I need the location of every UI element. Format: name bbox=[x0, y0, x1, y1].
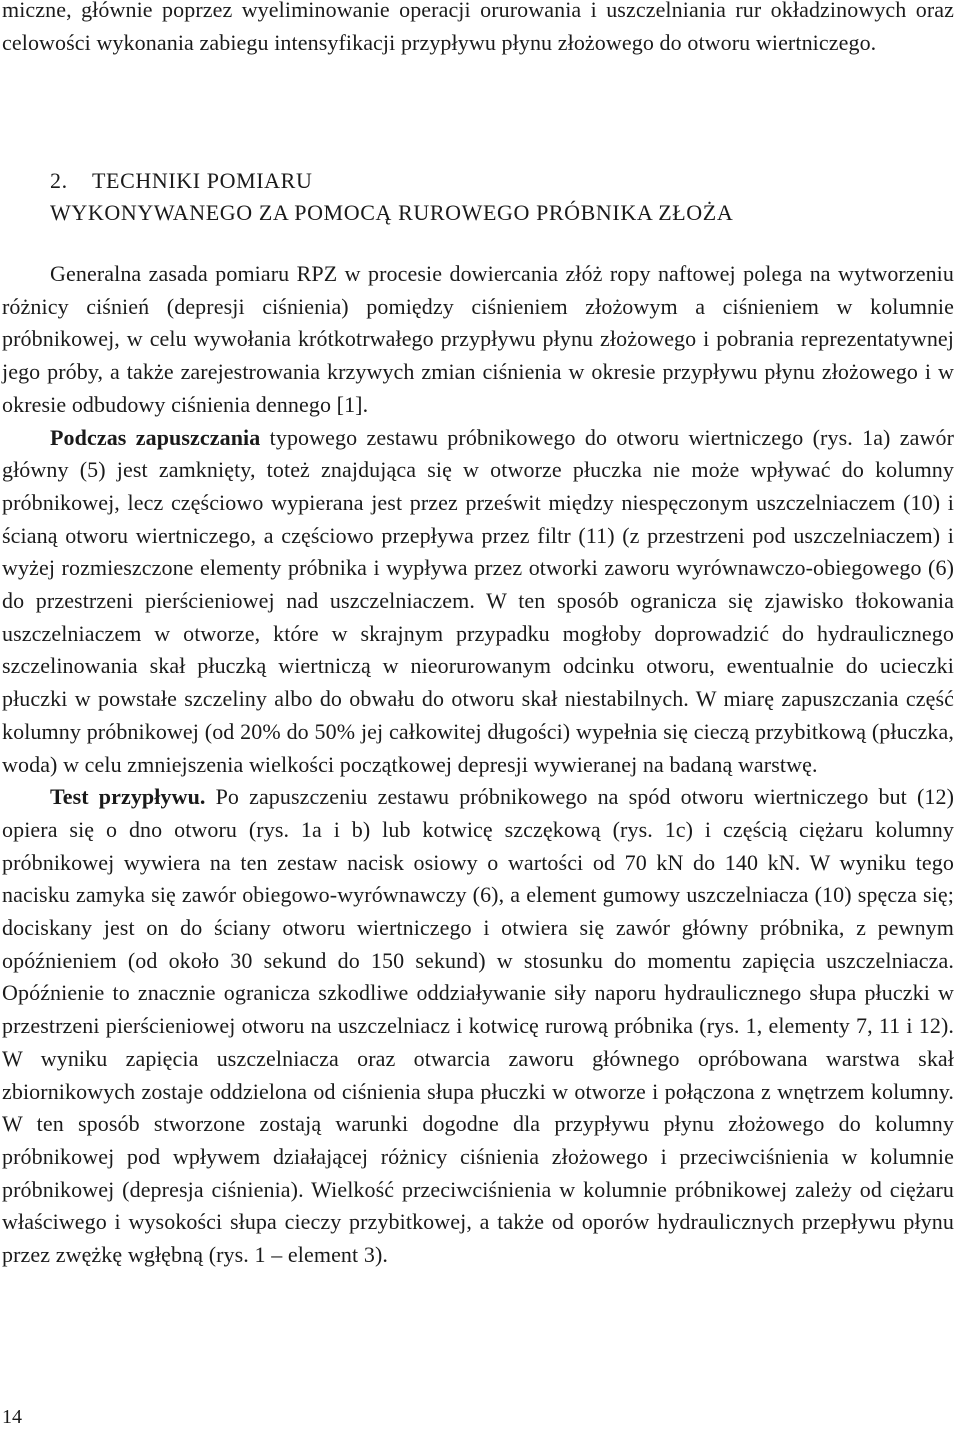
paragraph-flow-test-text: Po zapuszczeniu zestawu próbnikowego na spód otworu wiertniczego but (12) opiera się o dno otworu (rys. 1a i b) lub kotwicę szczękową (rys. 1c) i częścią ciężaru kolumny próbnikowej wywiera na ten zestaw nacisk osiowy o wartości od 70 kN do 140 kN. W wyniku tego nacisku zamyka się zawór obiegowo-wyrównawczy (6), a element gumowy uszczelniacza (10) spęcza się; dociskany jest on do ściany otworu wiertniczego i otwiera się zawór główny próbnika, z pewnym opóźnieniem (od około 30 sekund do 150 sekund) w stosunku do momentu zapięcia uszczelniacza. Opóźnienie to znacznie ogranicza szkodliwe oddziaływanie siły naporu hydraulicznego słupa płuczki w przestrzeni pierścieniowej otworu na uszczelniacz i kotwicę rurową próbnika (rys. 1, elementy 7, 11 i 12). W wyniku zapięcia uszczelniacza oraz otwarcia zaworu głównego opróbowana warstwa skał zbiornikowych zostaje oddzielona od ciśnienia słupa płuczki w otworze i połączona z wnętrzem kolumny. W ten sposób stworzone zostają warunki dogodne dla przypływu płynu złożowego do kolumny próbnikowej pod wpływem działającej różnicy ciśnienia złożowego i przeciwciśnienia w kolumnie próbnikowej (depresja ciśnienia). Wielkość przeciwciśnienia w kolumnie próbnikowej zależy od ciężaru właściwego i wysokości słupa cieczy przybitkowej, a także od oporów hydraulicznych przepływu płynu przez zwężkę wgłębną (rys. 1 – element 3). bbox=[2, 784, 955, 1268]
intro-paragraph bbox=[2, 0, 954, 59]
paragraph-principle: Generalna zasada pomiaru RPZ w procesie dowiercania złóż ropy naftowej polega na wytworzeniu różnicy ciśnień (depresji ciśnienia) pomiędzy ciśnieniem złożowym a ciśnieniem w kolumnie próbnikowej, w celu wywołania krótkotrwałego przypływu płynu złożowego i pobrania reprezentatywnej jego próby, a także zarejestrowania krzywych zmian ciśnienia w okresie przypływu płynu złożowego i w okresie odbudowy ciśnienia dennego [1]. bbox=[2, 261, 954, 417]
section-title-line1: TECHNIKI POMIARU bbox=[92, 168, 313, 193]
page-number: 14 bbox=[2, 1406, 22, 1428]
section-body bbox=[2, 258, 954, 1272]
paragraph-running-in-lead: Podczas zapuszczania bbox=[50, 424, 261, 450]
section-heading bbox=[50, 165, 733, 229]
paragraph-running-in bbox=[2, 422, 954, 782]
paragraph-flow-test bbox=[2, 781, 954, 1272]
paragraph-flow-test-lead: Test przypływu. bbox=[50, 784, 206, 810]
paragraph-running-in-text: typowego zestawu próbnikowego do otworu wiertniczego (rys. 1a) zawór główny (5) jest zamknięty, toteż znajdująca się w otworze płuczka nie może wpływać do kolumny próbnikowej, lecz częściowo wypierana jest przez prześwit między niespęczonym uszczelniaczem (10) i ścianą otworu wiertniczego, a częściowo przepływa przez filtr (11) (z przestrzeni pod uszczelniaczem) i wyżej rozmieszczone elementy próbnika i wypływa przez otworki zaworu wyrównawczo-obiegowego (6) do przestrzeni pierścieniowej nad uszczelniaczem. W ten sposób ogranicza się zjawisko tłokowania uszczelniaczem w otworze, które w skrajnym przypadku mogłoby doprowadzić do hydraulicznego szczelinowania skał płuczką wiertniczą w nieorurowanym odcinku otworu, ewentualnie do ucieczki płuczki w powstałe szczeliny albo do obwału do otworu skał niestabilnych. W miarę zapuszczania część kolumny próbnikowej (od 20% do 50% jej całkowitej długości) wypełnia się cieczą przybitkową (płuczka, woda) w celu zmniejszenia wielkości początkowej depresji wywieranej na badaną warstwę. bbox=[2, 424, 955, 777]
intro-text: miczne, głównie poprzez wyeliminowanie operacji orurowania i uszczelniania rur okładzinowych oraz celowości wykonania zabiegu intensyfikacji przypływu płynu złożowego do otworu wiertniczego. bbox=[2, 0, 954, 55]
section-number: 2. bbox=[50, 168, 68, 193]
section-title-line2: WYKONYWANEGO ZA POMOCĄ RUROWEGO PRÓBNIKA ZŁOŻA bbox=[50, 200, 734, 225]
